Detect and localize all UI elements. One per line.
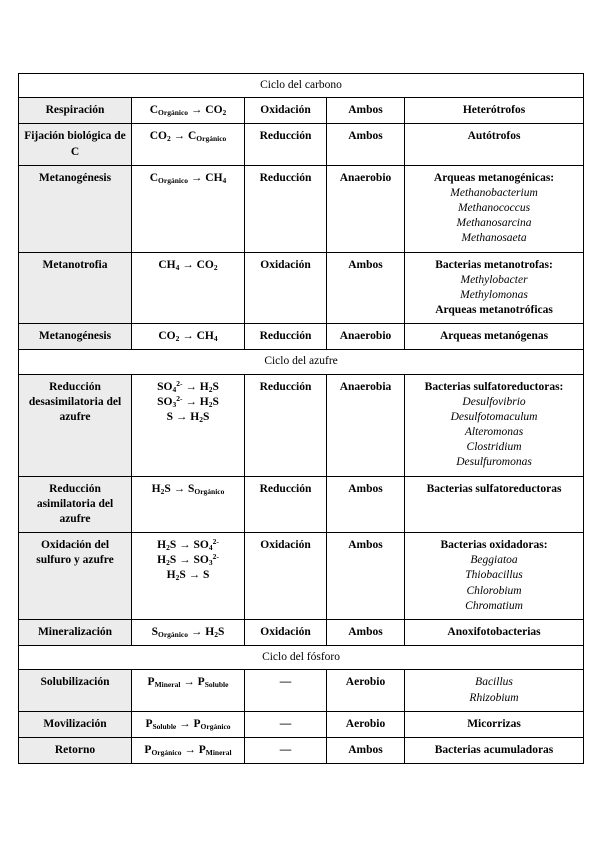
reaction-line: $CO_2 \to C_{Orgánico}$ — [149, 130, 227, 144]
oxygen-mode-cell: Ambos — [327, 98, 405, 124]
process-cell: Reducción asimilatoria del azufre — [19, 476, 132, 533]
table-row — [19, 711, 584, 737]
reaction-type-cell: Reducción — [245, 374, 327, 476]
reaction-line: $CO_2 \to CH_4$ — [158, 330, 218, 344]
process-cell: Oxidación del sulfuro y azufre — [19, 533, 132, 620]
reaction-cell — [132, 533, 245, 620]
organism-line: Anoxifotobacterias — [447, 625, 541, 638]
organisms-cell — [405, 374, 584, 476]
reaction-type-cell: Oxidación — [245, 98, 327, 124]
table-row — [19, 476, 584, 533]
oxygen-mode-cell: Ambos — [327, 619, 405, 645]
organism-line: Desulfuromonas — [456, 456, 532, 469]
oxygen-mode-cell: Ambos — [327, 252, 405, 324]
organisms-cell — [405, 533, 584, 620]
reaction-cell — [132, 252, 245, 324]
oxygen-mode-cell: Ambos — [327, 124, 405, 165]
process-cell: Mineralización — [19, 619, 132, 645]
reaction-line: $H_2S \to SO_3^{2-}$ — [157, 552, 219, 568]
process-cell: Fijación biológica de C — [19, 124, 132, 165]
oxygen-mode-cell: Aerobio — [327, 670, 405, 711]
reaction-line: $CH_4 \to CO_2$ — [158, 258, 218, 272]
reaction-type-cell: — — [245, 711, 327, 737]
cycles-table-body — [19, 74, 584, 764]
table-row — [19, 533, 584, 620]
reaction-line: $C_{Orgánico} \to CO_2$ — [149, 104, 227, 118]
reaction-type-cell: Reducción — [245, 124, 327, 165]
table-row — [19, 324, 584, 350]
organism-line: Bacterias acumuladoras — [434, 743, 554, 756]
organism-line: Desulfotomaculum — [450, 410, 538, 423]
reaction-cell — [132, 324, 245, 350]
organisms-cell — [405, 670, 584, 711]
reaction-line: $P_{Orgánico} \to P_{Mineral}$ — [144, 743, 232, 757]
reaction-cell — [132, 476, 245, 533]
process-cell: Reducción desasimilatoria del azufre — [19, 374, 132, 476]
process-cell: Metanogénesis — [19, 324, 132, 350]
organism-line: Thiobacillus — [465, 569, 523, 582]
organism-line: Alteromonas — [464, 426, 524, 439]
reaction-type-cell: Reducción — [245, 476, 327, 533]
organism-line: Chromatium — [465, 599, 523, 612]
organism-line: Methylobacter — [460, 273, 528, 286]
organism-line: Desulfovibrio — [462, 395, 526, 408]
organisms-cell — [405, 124, 584, 165]
organism-line: Beggiatoa — [470, 554, 518, 567]
reaction-line: $S \to H_2S$ — [166, 410, 210, 424]
organisms-cell — [405, 252, 584, 324]
reaction-cell — [132, 670, 245, 711]
table-row — [19, 165, 584, 252]
process-cell: Retorno — [19, 737, 132, 763]
organism-line: Bacterias sulfatoreductoras: — [424, 380, 564, 393]
oxygen-mode-cell: Aerobio — [327, 711, 405, 737]
organism-line: Bacterias oxidadoras: — [440, 539, 548, 552]
organism-line: Rhizobium — [469, 691, 519, 704]
oxygen-mode-cell: Ambos — [327, 533, 405, 620]
organism-line: Arqueas metanotróficas — [435, 304, 553, 317]
organism-line: Bacterias metanotrofas: — [435, 258, 553, 271]
reaction-cell — [132, 124, 245, 165]
table-row — [19, 619, 584, 645]
table-row — [19, 374, 584, 476]
organism-line: Bacterias sulfatoreductoras — [426, 482, 562, 495]
section-header-row — [19, 74, 584, 98]
organisms-cell — [405, 711, 584, 737]
reaction-line: $H_2S \to S$ — [166, 569, 210, 583]
reaction-line: $S_{Orgánico} \to H_2S$ — [151, 625, 225, 639]
reaction-type-cell: Oxidación — [245, 619, 327, 645]
table-row — [19, 737, 584, 763]
section-title: Ciclo del fósforo — [19, 646, 584, 670]
organism-line: Heterótrofos — [462, 104, 526, 117]
organism-line: Methylomonas — [460, 288, 528, 301]
section-header-row — [19, 646, 584, 670]
table-row — [19, 252, 584, 324]
section-title: Ciclo del carbono — [19, 74, 584, 98]
reaction-type-cell: Reducción — [245, 324, 327, 350]
reaction-line: $C_{Orgánico} \to CH_4$ — [149, 171, 227, 185]
organism-line: Methanococcus — [457, 202, 531, 215]
process-cell: Metanogénesis — [19, 165, 132, 252]
reaction-cell — [132, 619, 245, 645]
organism-line: Methanobacterium — [450, 186, 538, 199]
organism-line: Methanosarcina — [456, 217, 532, 230]
reaction-line: $P_{Soluble} \to P_{Orgánico}$ — [145, 717, 231, 731]
reaction-cell — [132, 98, 245, 124]
reaction-line: $SO_3^{2-} \to H_2S$ — [157, 393, 219, 409]
section-title: Ciclo del azufre — [19, 350, 584, 374]
organism-line: Methanosaeta — [461, 232, 527, 245]
table-row — [19, 124, 584, 165]
reaction-cell — [132, 737, 245, 763]
oxygen-mode-cell: Ambos — [327, 737, 405, 763]
section-header-row — [19, 350, 584, 374]
organisms-cell — [405, 324, 584, 350]
oxygen-mode-cell: Ambos — [327, 476, 405, 533]
organisms-cell — [405, 476, 584, 533]
cycles-table — [18, 73, 584, 764]
process-cell: Solubilización — [19, 670, 132, 711]
table-row — [19, 98, 584, 124]
reaction-type-cell: Oxidación — [245, 252, 327, 324]
reaction-cell — [132, 711, 245, 737]
organisms-cell — [405, 619, 584, 645]
reaction-line: $H_2S \to S_{Orgánico}$ — [151, 482, 225, 496]
organism-line: Micorrizas — [467, 717, 521, 730]
reaction-line: $P_{Mineral} \to P_{Soluble}$ — [147, 676, 229, 690]
organism-line: Arqueas metanogénicas: — [433, 171, 555, 184]
table-row — [19, 670, 584, 711]
organism-line: Chlorobium — [466, 584, 522, 597]
reaction-type-cell: Oxidación — [245, 533, 327, 620]
organism-line: Clostridium — [466, 441, 522, 454]
organism-line: Arqueas metanógenas — [439, 330, 549, 343]
reaction-cell — [132, 374, 245, 476]
reaction-line: $H_2S \to SO_4^{2-}$ — [157, 537, 219, 553]
organisms-cell — [405, 737, 584, 763]
organisms-cell — [405, 98, 584, 124]
organism-line: Autótrofos — [467, 130, 521, 143]
reaction-type-cell: — — [245, 737, 327, 763]
reaction-type-cell: — — [245, 670, 327, 711]
process-cell: Respiración — [19, 98, 132, 124]
process-cell: Metanotrofia — [19, 252, 132, 324]
organism-line: Bacillus — [475, 676, 513, 689]
reaction-cell — [132, 165, 245, 252]
process-cell: Movilización — [19, 711, 132, 737]
oxygen-mode-cell: Anaerobio — [327, 165, 405, 252]
reaction-line: $SO_4^{2-} \to H_2S$ — [157, 378, 219, 394]
organisms-cell — [405, 165, 584, 252]
oxygen-mode-cell: Anaerobio — [327, 324, 405, 350]
reaction-type-cell: Reducción — [245, 165, 327, 252]
oxygen-mode-cell: Anaerobia — [327, 374, 405, 476]
